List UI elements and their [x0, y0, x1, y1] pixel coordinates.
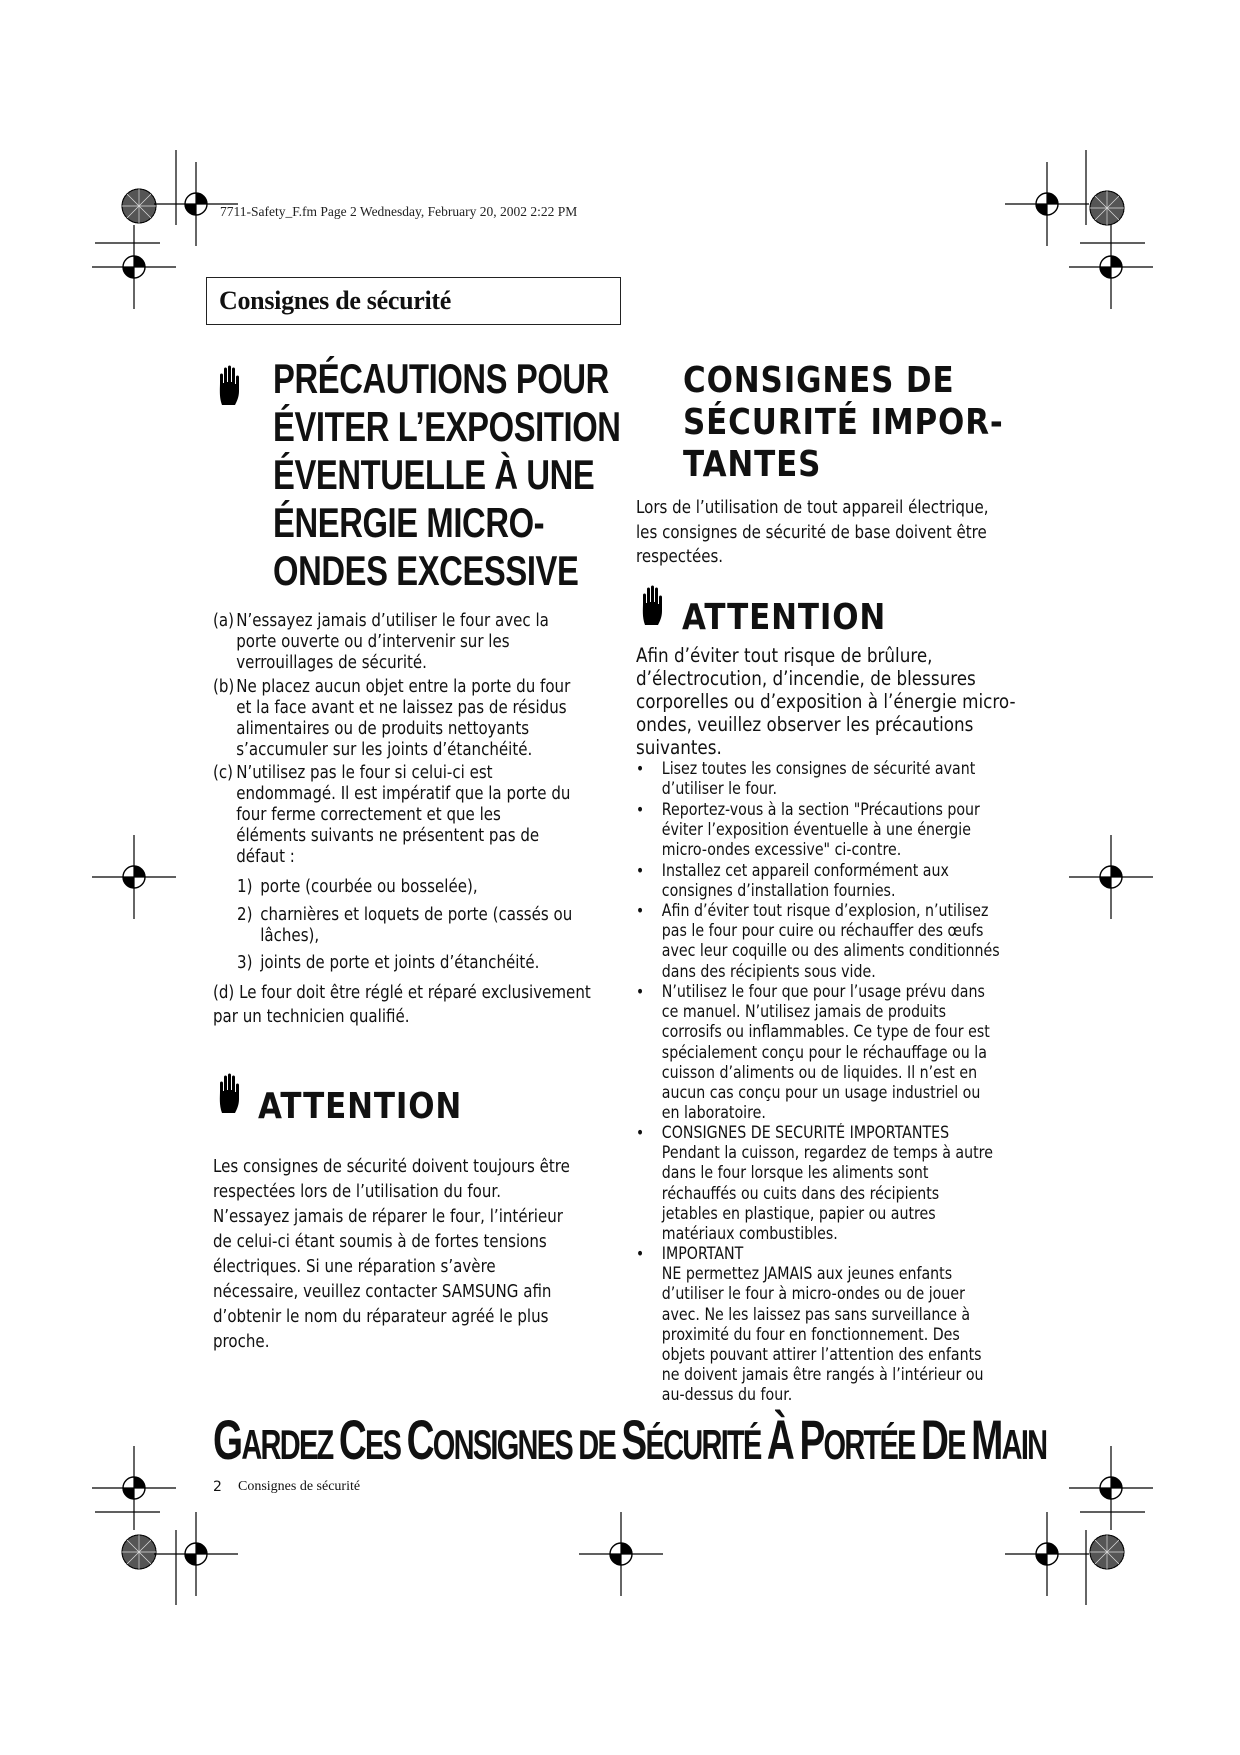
- important-safety-heading: CONSIGNES DE SÉCURITÉ IMPOR- TANTES: [683, 360, 1004, 485]
- page-footer-label: Consignes de sécurité: [238, 1479, 361, 1494]
- list-item-d: (d) Le four doit être réglé et réparé exclusivement par un technicien qualifié.: [213, 983, 591, 1027]
- attention-intro-right: Afin d’éviter tout risque de brûlure, d’électrocution, d’incendie, de blessures corporelles ou d’exposition à l’énergie micro- ondes, veuillez observer les précautions suivantes.: [636, 644, 1016, 759]
- intro-paragraph: Lors de l’utilisation de tout appareil électrique, les consignes de sécurité de base doivent être respectées.: [636, 498, 989, 567]
- attention-heading-left: ATTENTION: [258, 1086, 463, 1127]
- section-header-title: Consignes de sécurité: [219, 286, 452, 315]
- keep-instructions-banner: GARDEZ CES CONSIGNES DE SÉCURITÉ À PORTÉE DE MAIN: [213, 1408, 1047, 1471]
- warning-hand-icon: [640, 585, 668, 629]
- warning-hand-icon: [217, 365, 245, 409]
- section-header-box: [206, 277, 621, 325]
- page-number: 2: [213, 1479, 222, 1495]
- precautions-heading: PRÉCAUTIONS POUR ÉVITER L’EXPOSITION ÉVENTUELLE À UNE ÉNERGIE MICRO- ONDES EXCESSIVE: [273, 355, 621, 594]
- file-slug: 7711-Safety_F.fm Page 2 Wednesday, February 20, 2002 2:22 PM: [220, 204, 578, 219]
- warning-hand-icon: [217, 1073, 245, 1117]
- attention-heading-right: ATTENTION: [682, 597, 887, 638]
- attention-paragraph-left: Les consignes de sécurité doivent toujours être respectées lors de l’utilisation du four. N’essayez jamais de réparer le four, l’intérieur de celui-ci étant soumis à de fortes tensions électriques. Si une réparation s’avère nécessaire, veuillez contacter SAMSUNG afin d’obtenir le nom du réparateur agréé le plus proche.: [213, 1157, 570, 1352]
